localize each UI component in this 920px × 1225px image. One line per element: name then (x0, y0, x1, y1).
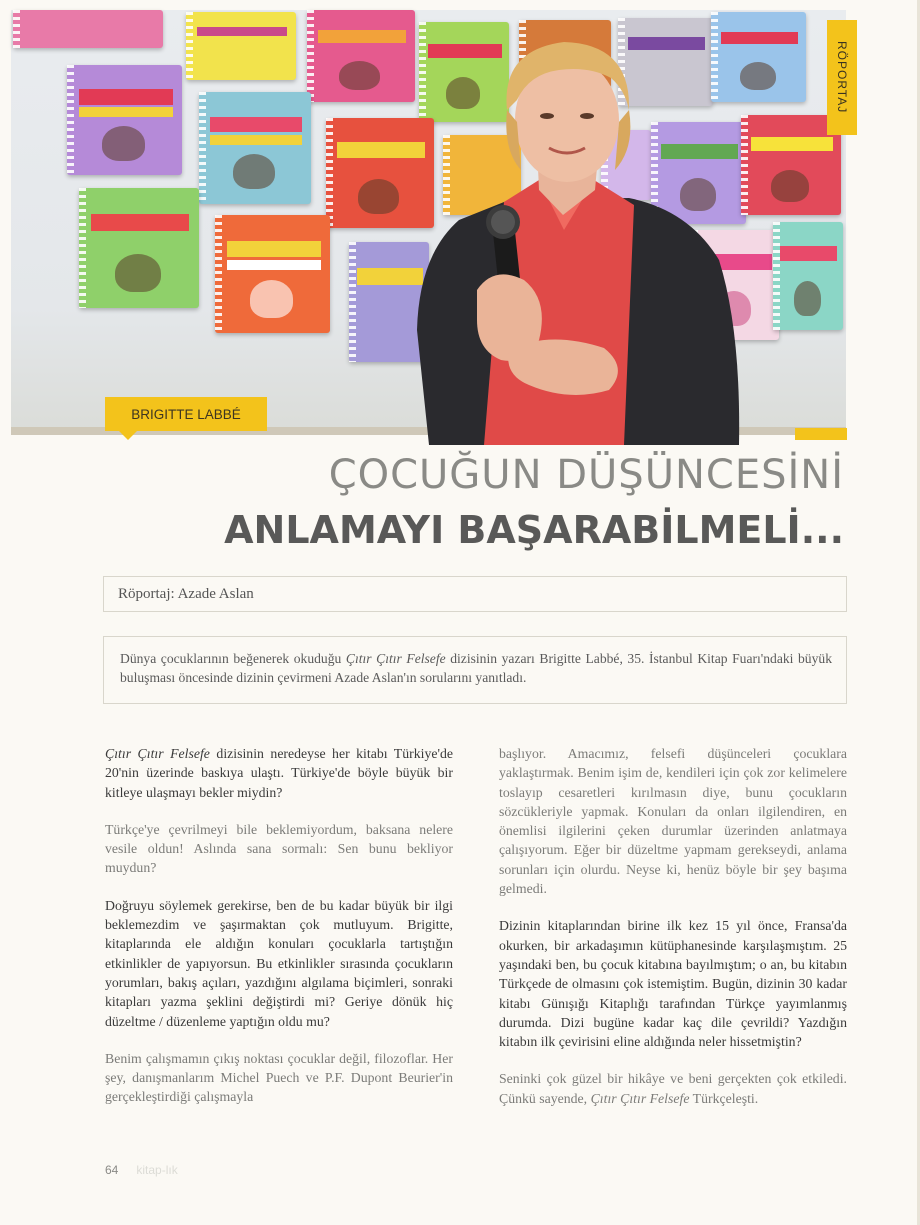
book-cover (79, 188, 199, 308)
answer-paragraph: Benim çalışmamın çıkış noktası çocuklar değil, filozoflar. Her şey, danışmanlarım Michel Puech ve P.F. Dupont Beurier'in gerçekleştirdiği çalışmayla (105, 1050, 453, 1105)
answer-paragraph (499, 1069, 847, 1108)
footer-section: kitap-lık (136, 1163, 178, 1177)
intro-box (103, 636, 847, 704)
section-tab-label: RÖPORTAJ (835, 41, 849, 114)
book-cover (215, 215, 330, 333)
byline (103, 576, 847, 612)
hero-photo (11, 10, 849, 435)
book-cover (67, 65, 182, 175)
answer-text-end: Türkçeleşti. (689, 1090, 759, 1106)
page-footer (105, 1163, 178, 1177)
answer-paragraph: Türkçe'ye çevrilmeyi bile beklemiyordum, baksana nelere vesile oldun! Aslında sana sormalı: Sen bunu bekliyor muydun? (105, 821, 453, 876)
book-cover (773, 222, 843, 330)
book-cover (741, 115, 841, 215)
answer-paragraph: başlıyor. Amacımız, felsefi düşünceleri çocuklara yaklaştırmak. Benim işim de, kendileri için çok zor kelimelere toslayıp cesaretleri kırılmasın diye, bunu çocukların sözcükleriyle yapmak. Konuları da onları ilgilendiren, en önemlisi ilgilerini çeken durumlar üzerinden anlatmaya çalışıyorum. Eğer bir düzeltme yapmam gerekseydi, anlama sorunları için olurdu. Neyse ki, henüz böyle bir şey başıma gelmedi. (499, 746, 847, 897)
series-title: Çıtır Çıtır Felsefe (105, 746, 210, 761)
article-column-left (105, 744, 453, 1125)
speaker-figure (389, 30, 749, 445)
answer-text-start: Seninki çok güzel bir hikâye ve beni gerçekten çok etkiledi. Çünkü sayende, (499, 1071, 847, 1106)
intro-text-start: Dünya çocuklarının beğenerek okuduğu (120, 651, 346, 666)
article-column-right (499, 744, 847, 1126)
intro-text-end: dizisinin yazarı Brigitte Labbé, 35. İstanbul Kitap Fuarı'ndaki büyük buluşması öncesinde dizinin çevirmeni Azade Aslan'ın sorularını yanıtladı. (120, 651, 832, 685)
name-tag: BRIGITTE LABBÉ (105, 397, 267, 431)
question-paragraph: Dizinin kitaplarından birine ilk kez 15 yıl önce, Fransa'da okurken, bir arkadaşımın kütüphanesinde karşılaşmıştım. 25 yaşındaki ben, bu çocuk kitabına bayılmıştım; o an, bu kitabın Türkçede de olmasını çok istemiştim. Bugün, dizinin 30 kadar kitabı Günışığı Kitaplığı tarafından Türkçe yayımlanmış durumda. Dizi bugüne kadar kaç dile çevrildi? Yazdığın kitabın ilk çevirisini eline aldığında neler hissetmiştin? (499, 918, 847, 1050)
book-cover (199, 92, 311, 204)
headline-line-1: ÇOCUĞUN DÜŞÜNCESİNİ (328, 452, 844, 498)
headline-line-2: ANLAMAYI BAŞARABİLMELİ... (224, 508, 844, 552)
series-title: Çıtır Çıtır Felsefe (590, 1090, 690, 1106)
section-tab (827, 20, 857, 135)
intro-series-title: Çıtır Çıtır Felsefe (345, 651, 446, 666)
book-cover (186, 12, 296, 80)
byline-text: Röportaj: Azade Aslan (118, 585, 254, 602)
question-text: dizisinin neredeyse her kitabı Türkiye'de 20'nin üzerinde baskıya ulaştı. Türkiye'de böyle büyük bir kitleye ulaşmayı bekler miydin? (105, 746, 453, 800)
page-number: 64 (105, 1163, 119, 1177)
question-paragraph (105, 744, 453, 802)
accent-strip (795, 428, 847, 440)
question-paragraph: Doğruyu söylemek gerekirse, ben de bu kadar büyük bir ilgi beklemezdim ve şaşırmaktan çok mutluyum. Brigitte, kitaplarında ele aldığın konuları çocuklarla tartıştığın etkinlikler de yapıyorsun. Bu etkinlikler sırasında çocukların yorumları, bakış açıları, yazdığını algılama biçimleri, sonraki kitapları yazma şeklini değiştirdi mi? Geriye dönük hiç düzeltme / düzenleme yaptığın oldu mu? (105, 897, 453, 1029)
book-cover (13, 10, 163, 48)
